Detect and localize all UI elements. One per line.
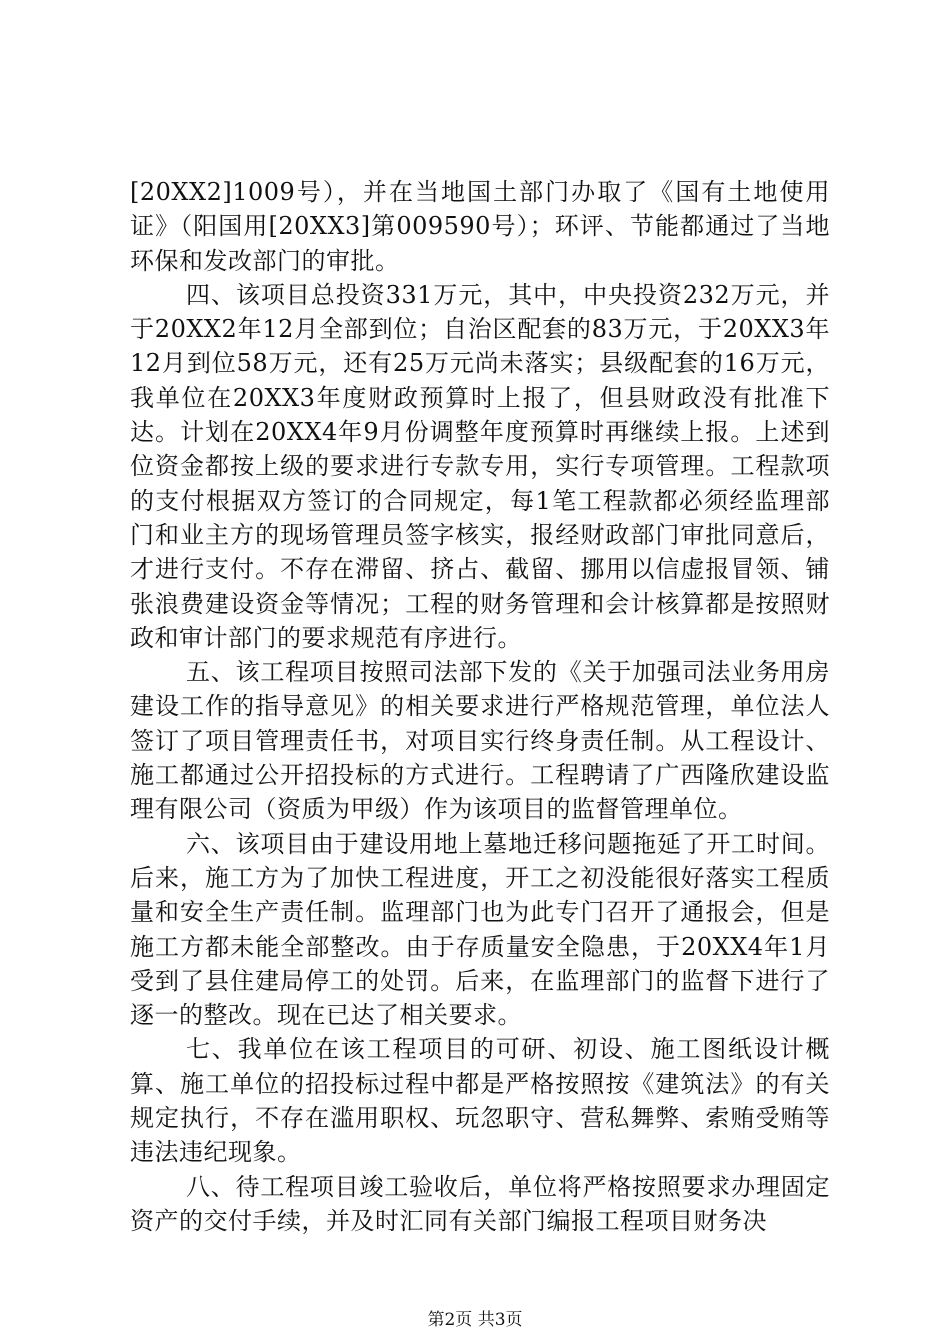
document-body xyxy=(130,175,830,1238)
paragraph-section-4: 四、该项目总投资331万元，其中，中央投资232万元，并于20XX2年12月全部到位；自治区配套的83万元，于20XX3年12月到位58万元，还有25万元尚未落实；县级配套的16万元，我单位在20XX3年度财政预算时上报了，但县财政没有批准下达。计划在20XX4年9月份调整年度预算时再继续上报。上述到位资金都按上级的要求进行专款专用，实行专项管理。工程款项的支付根据双方签订的合同规定，每1笔工程款都必须经监理部门和业主方的现场管理员签字核实，报经财政部门审批同意后，才进行支付。不存在滞留、挤占、截留、挪用以信虚报冒领、铺张浪费建设资金等情况；工程的财务管理和会计核算都是按照财政和审计部门的要求规范有序进行。 xyxy=(130,280,830,652)
paragraph-continuation: [20XX2]1009号），并在当地国土部门办取了《国有土地使用证》（阳国用[20XX3]第009590号）；环评、节能都通过了当地环保和发改部门的审批。 xyxy=(130,178,830,275)
paragraph-section-7: 七、我单位在该工程项目的可研、初设、施工图纸设计概算、施工单位的招投标过程中都是严格按照按《建筑法》的有关规定执行，不存在滥用职权、玩忽职守、营私舞弊、索贿受贿等违法违纪现象。 xyxy=(130,1035,830,1167)
paragraph-section-8: 八、待工程项目竣工验收后，单位将严格按照要求办理固定资产的交付手续，并及时汇同有关部门编报工程项目财务决 xyxy=(130,1172,830,1235)
page-number-footer: 第2页 共3页 xyxy=(427,1310,523,1330)
paragraph-section-5: 五、该工程项目按照司法部下发的《关于加强司法业务用房建设工作的指导意见》的相关要求进行严格规范管理，单位法人签订了项目管理责任书，对项目实行终身责任制。从工程设计、施工都通过公开招投标的方式进行。工程聘请了广西隆欣建设监理有限公司（资质为甲级）作为该项目的监督管理单位。 xyxy=(130,658,830,824)
paragraph-section-6: 六、该项目由于建设用地上墓地迁移问题拖延了开工时间。后来，施工方为了加快工程进度，开工之初没能很好落实工程质量和安全生产责任制。监理部门也为此专门召开了通报会，但是施工方都未能全部整改。由于存质量安全隐患，于20XX4年1月受到了县住建局停工的处罚。后来，在监理部门的监督下进行了逐一的整改。现在已达了相关要求。 xyxy=(130,829,830,1030)
